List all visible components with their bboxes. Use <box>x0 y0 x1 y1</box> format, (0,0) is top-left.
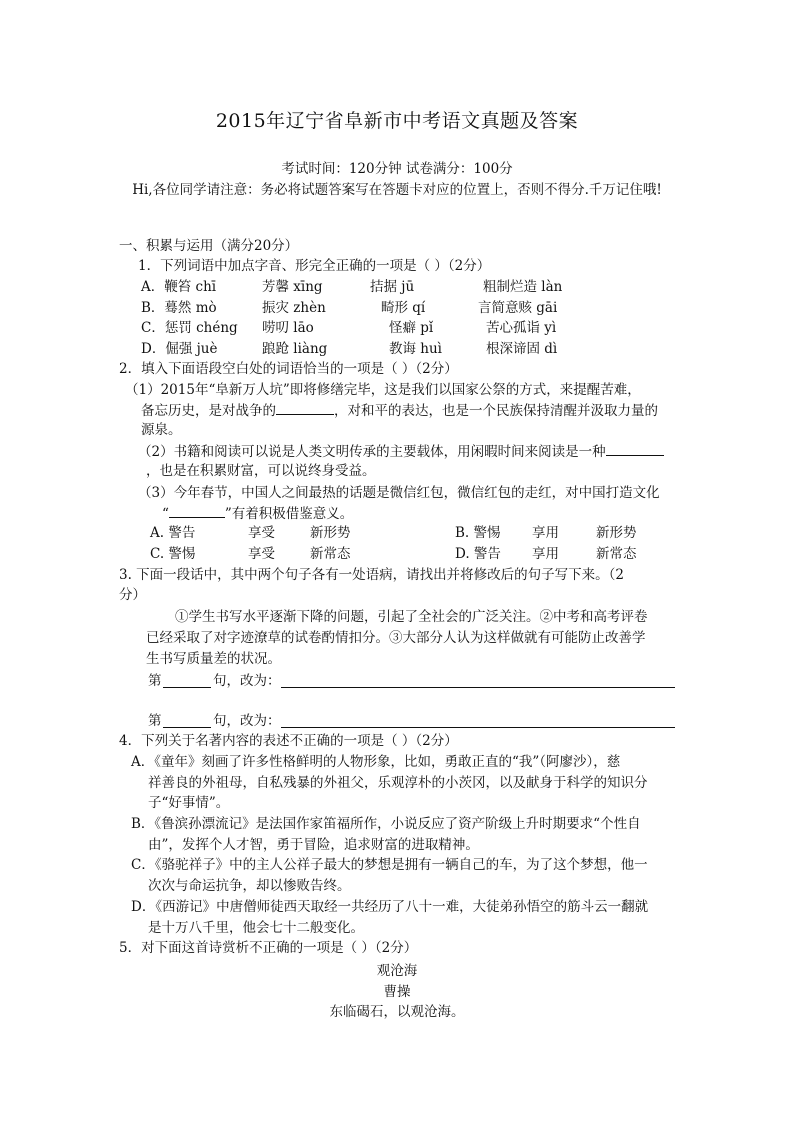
q2-option-b-2: 享用 <box>532 525 559 541</box>
q2-option-b-1: B. 警惕 <box>455 525 501 541</box>
q1-option-d-4: 根深谛固 dì <box>486 341 558 357</box>
poem-author: 曹操 <box>383 984 411 1000</box>
q2-passage-3-line <box>162 503 353 524</box>
q2-option-b-3: 新形势 <box>596 525 637 541</box>
q1-option-d-2: 踉跄 liàng <box>262 341 328 357</box>
poem-title: 观沧海 <box>376 963 418 979</box>
q2-text: ，对和平的表达，也是一个民族保持清醒并汲取力量的 <box>334 403 658 419</box>
answer-blank <box>163 713 211 728</box>
q2-text: 备忘历史，是对战争的 <box>141 403 276 419</box>
q2-passage-1-line: 源泉。 <box>141 422 182 438</box>
q2-text: ”有着积极借鉴意义。 <box>224 506 354 522</box>
q2-stem: 2．填入下面语段空白处的词语恰当的一项是（ ）（2分） <box>119 361 458 377</box>
q4-stem: 4．下列关于名著内容的表述不正确的一项是（ ）（2分） <box>119 733 458 749</box>
q1-option-b-3: 畸形 qí <box>381 300 426 316</box>
q3-passage-line: 已经采取了对字迹潦草的试卷酌情扣分。③大部分人认为这样做就有可能防止改善学 <box>146 630 646 646</box>
q1-option-c-1: C．惩罚 chéng <box>141 320 238 336</box>
q1-option-a-2: 芳馨 xīng <box>262 279 323 295</box>
q3-answer-label: 句，改为： <box>213 673 281 689</box>
q2-option-row <box>0 523 794 543</box>
q2-option-d-3: 新常态 <box>596 546 637 562</box>
q4-option-a: 祥善良的外祖母，自私残暴的外祖父，乐观淳朴的小茨冈，以及献身于科学的知识分 <box>148 775 648 791</box>
notice: Hi,各位同学请注意：务必将试题答案写在答题卡对应的位置上，否则不得分.千万记住哦! <box>132 182 662 198</box>
q3-answer-label: 第 <box>148 673 162 689</box>
q2-passage-1-line <box>141 400 658 421</box>
q2-passage-2-line: ，也是在积累财富，可以说终身受益。 <box>146 463 376 479</box>
q1-option-b-4: 言简意赅 gāi <box>478 300 558 316</box>
q2-passage-3-line: （3）今年春节，中国人之间最热的话题是微信红包，微信红包的走红，对中国打造文化 <box>138 485 660 501</box>
answer-blank <box>606 441 664 456</box>
q5-stem: 5．对下面这首诗赏析不正确的一项是（ ）（2分） <box>119 940 418 956</box>
q1-option-a-1: A．鞭笞 chī <box>141 279 217 295</box>
q2-option-a-2: 享受 <box>248 525 275 541</box>
q1-option-d-1: D．倔强 juè <box>141 341 218 357</box>
q4-option-c: C．《骆驼祥子》中的主人公祥子最大的梦想是拥有一辆自己的车，为了这个梦想，他一 <box>131 857 648 873</box>
q1-option-a-3: 拮据 jū <box>370 279 415 295</box>
q1-option-row <box>0 298 794 318</box>
answer-line <box>281 673 675 688</box>
q2-option-a-3: 新形势 <box>310 525 351 541</box>
q4-option-b: B．《鲁滨孙漂流记》是法国作家笛福所作，小说反应了资产阶级上升时期要求“个性自 <box>131 816 641 832</box>
q1-option-c-4: 苦心孤诣 yì <box>486 320 557 336</box>
q4-option-a: A．《童年》刻画了许多性格鲜明的人物形象，比如，勇敢正直的“我”（阿廖沙），慈 <box>131 754 621 770</box>
answer-line <box>281 713 675 728</box>
q2-passage-1-line: （1）2015年“阜新万人坑”即将修缮完毕，这是我们以国家公祭的方式，来提醒苦难， <box>125 382 641 398</box>
q4-option-a: 子“好事情”。 <box>148 795 230 811</box>
q1-option-b-1: B．蓦然 mò <box>141 300 217 316</box>
q2-option-c-2: 享受 <box>248 546 275 562</box>
q3-passage-line: 生书写质量差的状况。 <box>146 651 281 667</box>
exam-info: 考试时间：120分钟 试卷满分：100分 <box>281 161 513 177</box>
q1-stem: 1．下列词语中加点字音、形完全正确的一项是（ ）（2分） <box>138 258 491 274</box>
q2-passage-2-line <box>138 441 664 462</box>
answer-blank <box>276 400 334 415</box>
q4-option-d: 是十万八千里，他会七十二般变化。 <box>148 920 364 936</box>
q2-option-d-1: D. 警告 <box>455 546 501 562</box>
q1-option-row <box>0 277 794 297</box>
q2-option-c-3: 新常态 <box>310 546 351 562</box>
answer-blank <box>163 673 211 688</box>
q3-answer-label: 第 <box>148 713 162 729</box>
poem-line: 东临碣石，以观沧海。 <box>329 1004 465 1020</box>
answer-blank <box>169 503 225 518</box>
q3-passage-line: ①学生书写水平逐渐下降的问题，引起了全社会的广泛关注。②中考和高考评卷 <box>175 609 648 625</box>
q2-option-a-1: A. 警告 <box>150 525 196 541</box>
q2-text: （2）书籍和阅读可以说是人类文明传承的主要载体，用闲暇时间来阅读是一种 <box>138 444 606 460</box>
q4-option-d: D．《西游记》中唐僧师徒西天取经一共经历了八十一难，大徒弟孙悟空的筋斗云一翻就 <box>131 899 649 915</box>
q1-option-row <box>0 339 794 359</box>
q1-option-c-2: 唠叨 lāo <box>262 320 314 336</box>
q1-option-b-2: 振灾 zhèn <box>262 300 326 316</box>
q2-text: “ <box>162 506 169 522</box>
q4-option-b: 由”，发挥个人才智，勇于冒险，追求财富的进取精神。 <box>148 837 479 853</box>
q2-option-d-2: 享用 <box>532 546 559 562</box>
page-title: 2015年辽宁省阜新市中考语文真题及答案 <box>215 110 579 132</box>
q3-stem: 分） <box>119 587 146 603</box>
q2-option-row <box>0 544 794 564</box>
q1-option-a-4: 粗制烂造 làn <box>483 279 563 295</box>
q1-option-row <box>0 318 794 338</box>
section-heading: 一、积累与运用（满分20分） <box>119 238 299 254</box>
q1-option-c-3: 怪癖 pǐ <box>389 320 434 336</box>
q4-option-c: 次次与命运抗争，却以惨败告终。 <box>148 878 351 894</box>
q3-stem: 3. 下面一段话中，其中两个句子各有一处语病，请找出并将修改后的句子写下来。（2 <box>119 567 625 583</box>
q2-option-c-1: C. 警惕 <box>150 546 196 562</box>
q1-option-d-3: 教诲 huì <box>389 341 442 357</box>
q3-answer-label: 句，改为： <box>213 713 281 729</box>
